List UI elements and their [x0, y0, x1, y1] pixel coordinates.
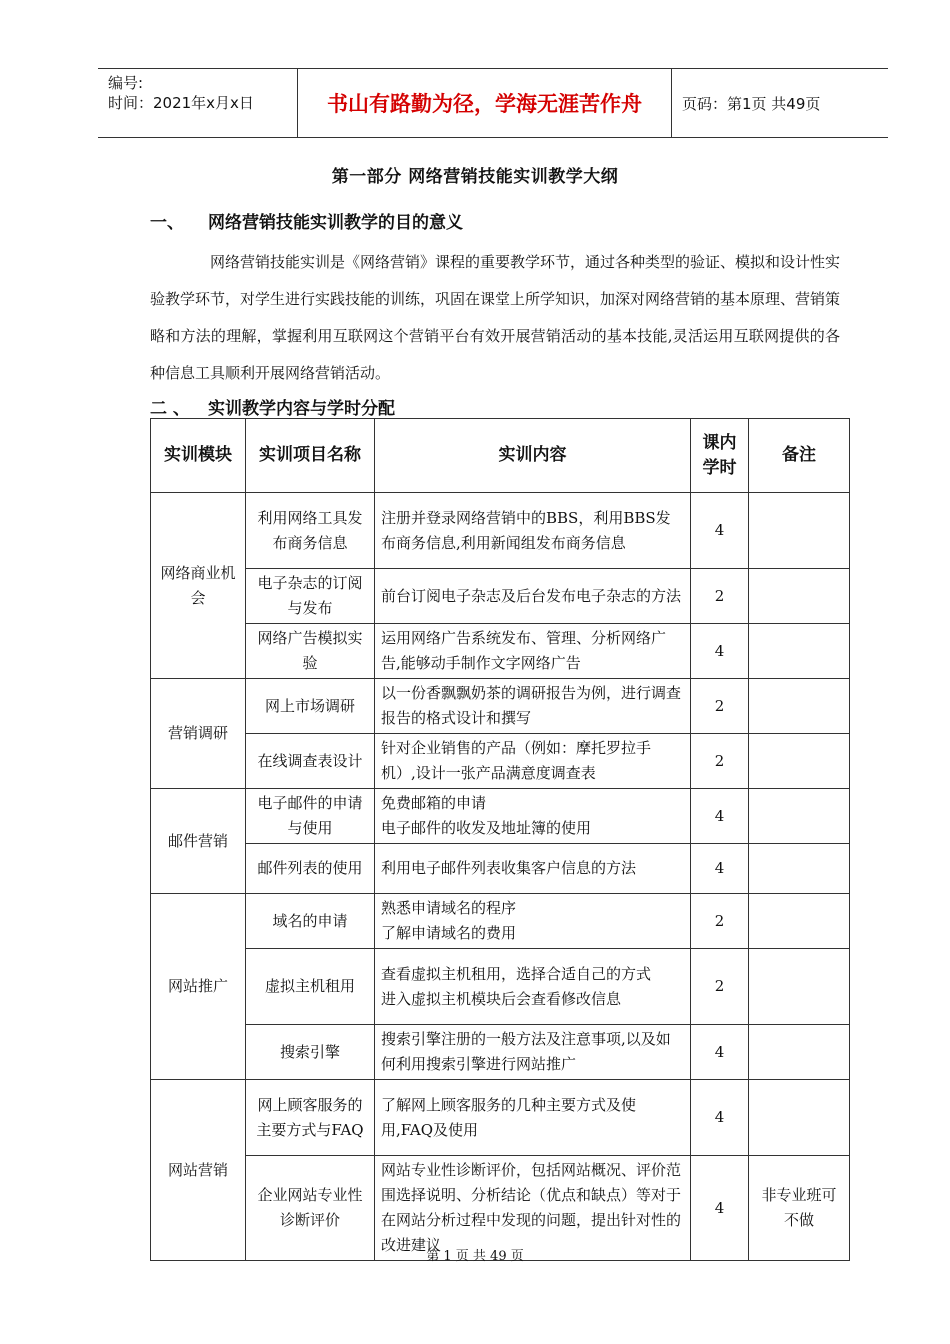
note-cell: 非专业班可不做: [749, 1156, 850, 1261]
header-motto: 书山有路勤为径，学海无涯苦作舟: [298, 69, 672, 137]
table-row: [151, 949, 850, 1025]
section-2-title: 实训教学内容与学时分配: [208, 399, 395, 419]
module-cell: 网站营销: [151, 1080, 246, 1261]
item-cell: 利用网络工具发布商务信息: [246, 493, 375, 569]
section-1-title: 网络营销技能实训教学的目的意义: [208, 213, 463, 233]
content-cell: 前台订阅电子杂志及后台发布电子杂志的方法: [375, 569, 691, 624]
table-row: [151, 1080, 850, 1156]
item-cell: 邮件列表的使用: [246, 844, 375, 894]
hours-cell: 2: [691, 894, 749, 949]
hours-cell: 4: [691, 789, 749, 844]
hours-cell: 2: [691, 734, 749, 789]
module-cell: 营销调研: [151, 679, 246, 789]
note-cell: [749, 734, 850, 789]
note-cell: [749, 789, 850, 844]
doc-time-label: 时间：2021年x月x日: [108, 94, 254, 112]
doc-number-label: 编号:: [108, 74, 144, 92]
header-meta: [98, 69, 298, 137]
table-row: [151, 1025, 850, 1080]
document-title: 第一部分 网络营销技能实训教学大纲: [331, 167, 619, 187]
content-cell: 利用电子邮件列表收集客户信息的方法: [375, 844, 691, 894]
hours-cell: 4: [691, 624, 749, 679]
page-footer: 第 1 页 共 49 页: [426, 1249, 524, 1264]
item-cell: 搜索引擎: [246, 1025, 375, 1080]
section-2-heading: [150, 394, 395, 419]
table-row: [151, 894, 850, 949]
item-cell: 电子杂志的订阅与发布: [246, 569, 375, 624]
content-cell: 运用网络广告系统发布、管理、分析网络广告,能够动手制作文字网络广告: [375, 624, 691, 679]
hours-cell: 4: [691, 493, 749, 569]
curriculum-table: [150, 418, 850, 1261]
section-2-number: 二 、: [150, 399, 190, 419]
item-cell: 企业网站专业性诊断评价: [246, 1156, 375, 1261]
hours-cell: 4: [691, 1156, 749, 1261]
item-cell: 网上市场调研: [246, 679, 375, 734]
note-cell: [749, 1025, 850, 1080]
header-page-info: 页码：第1页 共49页: [682, 94, 821, 113]
header-module: 实训模块: [151, 419, 246, 493]
content-cell: 搜索引擎注册的一般方法及注意事项,以及如何利用搜索引擎进行网站推广: [375, 1025, 691, 1080]
hours-cell: 2: [691, 949, 749, 1025]
header-note: 备注: [749, 419, 850, 493]
note-cell: [749, 624, 850, 679]
table-row: [151, 844, 850, 894]
content-cell: 熟悉申请域名的程序 了解申请域名的费用: [375, 894, 691, 949]
module-cell: 邮件营销: [151, 789, 246, 894]
item-cell: 电子邮件的申请与使用: [246, 789, 375, 844]
note-cell: [749, 569, 850, 624]
item-cell: 网上顾客服务的主要方式与FAQ: [246, 1080, 375, 1156]
item-cell: 网络广告模拟实验: [246, 624, 375, 679]
note-cell: [749, 1080, 850, 1156]
table-row: [151, 624, 850, 679]
item-cell: 虚拟主机租用: [246, 949, 375, 1025]
header-item: 实训项目名称: [246, 419, 375, 493]
hours-cell: 2: [691, 679, 749, 734]
table-row: [151, 679, 850, 734]
note-cell: [749, 894, 850, 949]
note-cell: [749, 844, 850, 894]
note-cell: [749, 679, 850, 734]
section-1-paragraph: 网络营销技能实训是《网络营销》课程的重要教学环节，通过各种类型的验证、模拟和设计性实验教学环节，对学生进行实践技能的训练，巩固在课堂上所学知识，加深对网络营销的基本原理、营销策略和方法的理解，掌握利用互联网这个营销平台有效开展营销活动的基本技能,灵活运用互联网提供的各种信息工具顺利开展网络营销活动。: [150, 253, 841, 382]
item-cell: 在线调查表设计: [246, 734, 375, 789]
content-cell: 以一份香飘飘奶茶的调研报告为例，进行调查报告的格式设计和撰写: [375, 679, 691, 734]
table-row: [151, 493, 850, 569]
hours-cell: 4: [691, 1025, 749, 1080]
table-row: [151, 569, 850, 624]
note-cell: [749, 493, 850, 569]
note-cell: [749, 949, 850, 1025]
table-header-row: [151, 419, 850, 493]
hours-cell: 4: [691, 844, 749, 894]
content-cell: 免费邮箱的申请 电子邮件的收发及地址簿的使用: [375, 789, 691, 844]
item-cell: 域名的申请: [246, 894, 375, 949]
section-1-number: 一、: [150, 213, 184, 233]
content-cell: 针对企业销售的产品（例如：摩托罗拉手机）,设计一张产品满意度调查表: [375, 734, 691, 789]
module-cell: 网络商业机会: [151, 493, 246, 679]
content-cell: 了解网上顾客服务的几种主要方式及使用,FAQ及使用: [375, 1080, 691, 1156]
table-body: [151, 493, 850, 1261]
header-hours: 课内学时: [691, 419, 749, 493]
page-header: [98, 68, 888, 138]
header-content: 实训内容: [375, 419, 691, 493]
hours-cell: 4: [691, 1080, 749, 1156]
section-1-heading: [150, 208, 463, 233]
content-cell: 网站专业性诊断评价，包括网站概况、评价范围选择说明、分析结论（优点和缺点）等对于在网站分析过程中发现的问题，提出针对性的改进建议: [375, 1156, 691, 1261]
hours-cell: 2: [691, 569, 749, 624]
content-cell: 注册并登录网络营销中的BBS，利用BBS发布商务信息,利用新闻组发布商务信息: [375, 493, 691, 569]
table-row: [151, 734, 850, 789]
content-cell: 查看虚拟主机租用，选择合适自己的方式 进入虚拟主机模块后会查看修改信息: [375, 949, 691, 1025]
table-row: [151, 789, 850, 844]
module-cell: 网站推广: [151, 894, 246, 1080]
